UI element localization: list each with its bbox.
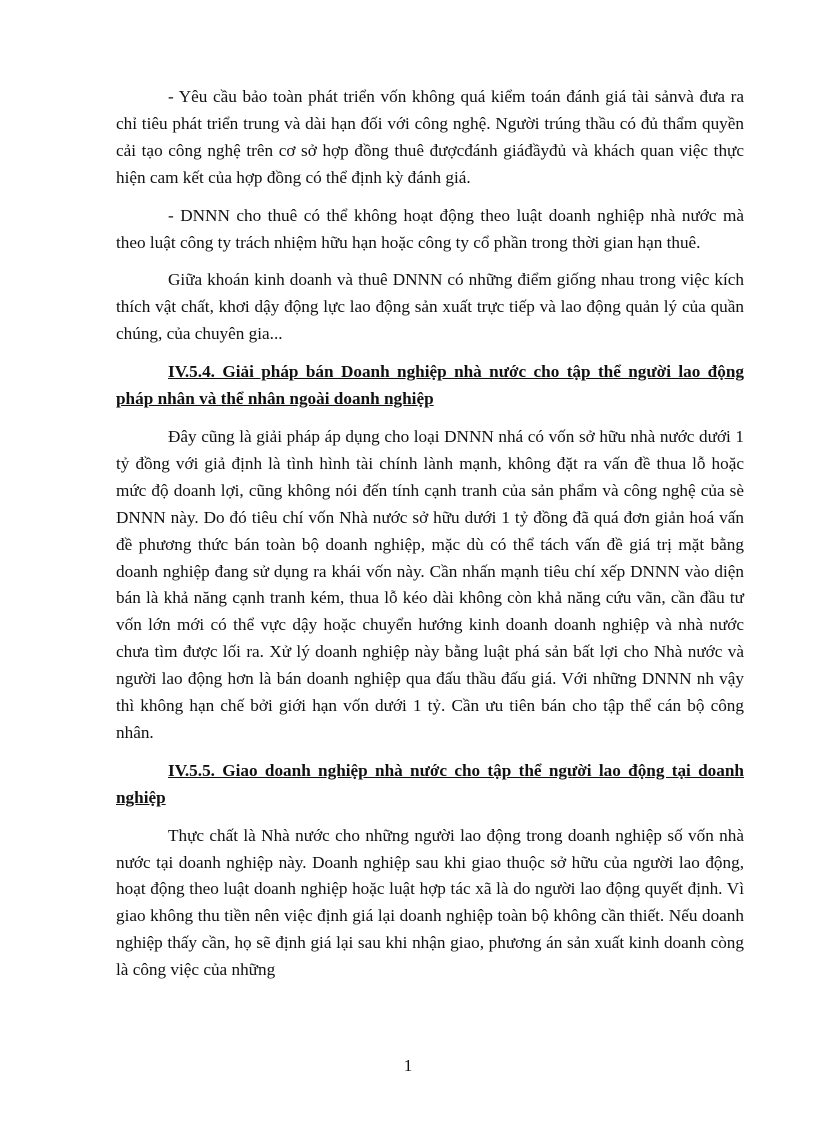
paragraph-transfer-to-workers: Thực chất là Nhà nước cho những người lao động trong doanh nghiệp số vốn nhà nước tại doanh nghiệp này. Doanh nghiệp sau khi giao thuộc sở hữu của người lao động, hoạt động theo luật doanh nghiệp hoặc luật hợp tác xã là do người lao động quyết định. Vì giao không thu tiền nên việc định giá lại doanh nghiệp toàn bộ không cần thiết. Nếu doanh nghiệp thấy cần, họ sẽ định giá lại sau khi nhận giao, phương án sản xuất kinh doanh còng là công việc của những	[116, 825, 744, 980]
paragraph-sale-solution: Đây cũng là giải pháp áp dụng cho loại DNNN nhá có vốn sở hữu nhà nước dưới 1 tỷ đồng với giả định là tình hình tài chính lành mạnh, không đặt ra vấn đề thua lỗ hoặc mức độ doanh lợi, cũng không nói đến tính cạnh tranh của sản phẩm và công nghệ của sè DNNN này. Do đó tiêu chí vốn Nhà nước sở hữu dưới 1 tỷ đồng đã quá đơn giản hoá vấn đề phương thức bán toàn bộ doanh nghiệp, mặc dù có thể tách vấn đề giá trị mặt bằng doanh nghiệp đang sử dụng ra khái vốn này. Cần nhấn mạnh tiêu chí xếp DNNN vào diện bán là khả năng cạnh tranh kém, thua lỗ kéo dài không còn khả năng cứu vãn, cần đầu tư vốn lớn mới có thể vực dậy hoặc chuyển hướng kinh doanh doanh nghiệp và nhà nước chưa tìm được lối ra. Xử lý doanh nghiệp này bằng luật phá sản bất lợi cho Nhà nước và người lao động hơn là bán doanh nghiệp qua đấu thầu đấu giá. Với những DNNN nh vậy thì không hạn chế bởi giới hạn vốn dưới 1 tỷ. Cần ưu tiên bán cho tập thể cán bộ công nhân.	[116, 426, 744, 742]
paragraph-lease-law: - DNNN cho thuê có thể không hoạt động theo luật doanh nghiệp nhà nước mà theo luật công ty trách nhiệm hữu hạn hoặc công ty cổ phần trong thời gian hạn thuê.	[116, 205, 744, 252]
paragraph-similarities: Giữa khoán kinh doanh và thuê DNNN có những điểm giống nhau trong việc kích thích vật chất, khơi dậy động lực lao động sản xuất trực tiếp và lao động quản lý của quần chúng, của chuyên gia...	[116, 270, 744, 344]
page-number: 1	[403, 1056, 413, 1075]
document-page	[116, 84, 744, 984]
heading-iv-5-5: IV.5.5. Giao doanh nghiệp nhà nước cho tập thể người lao động tại doanh nghiệp	[116, 760, 744, 807]
paragraph-capital-preservation: - Yêu cầu bảo toàn phát triển vốn không quá kiểm toán đánh giá tài sảnvà đưa ra chỉ tiêu phát triển trung và dài hạn đối với công nghệ. Người trúng thầu có đủ thẩm quyền cải tạo công nghệ trên cơ sở hợp đồng thuê đượcđánh giáđầyđủ và khách quan việc thực hiện cam kết của hợp đồng có thể định kỳ đánh giá.	[116, 87, 744, 187]
heading-iv-5-4: IV.5.4. Giải pháp bán Doanh nghiệp nhà nước cho tập thể người lao động pháp nhân và thể nhân ngoài doanh nghiệp	[116, 362, 744, 409]
